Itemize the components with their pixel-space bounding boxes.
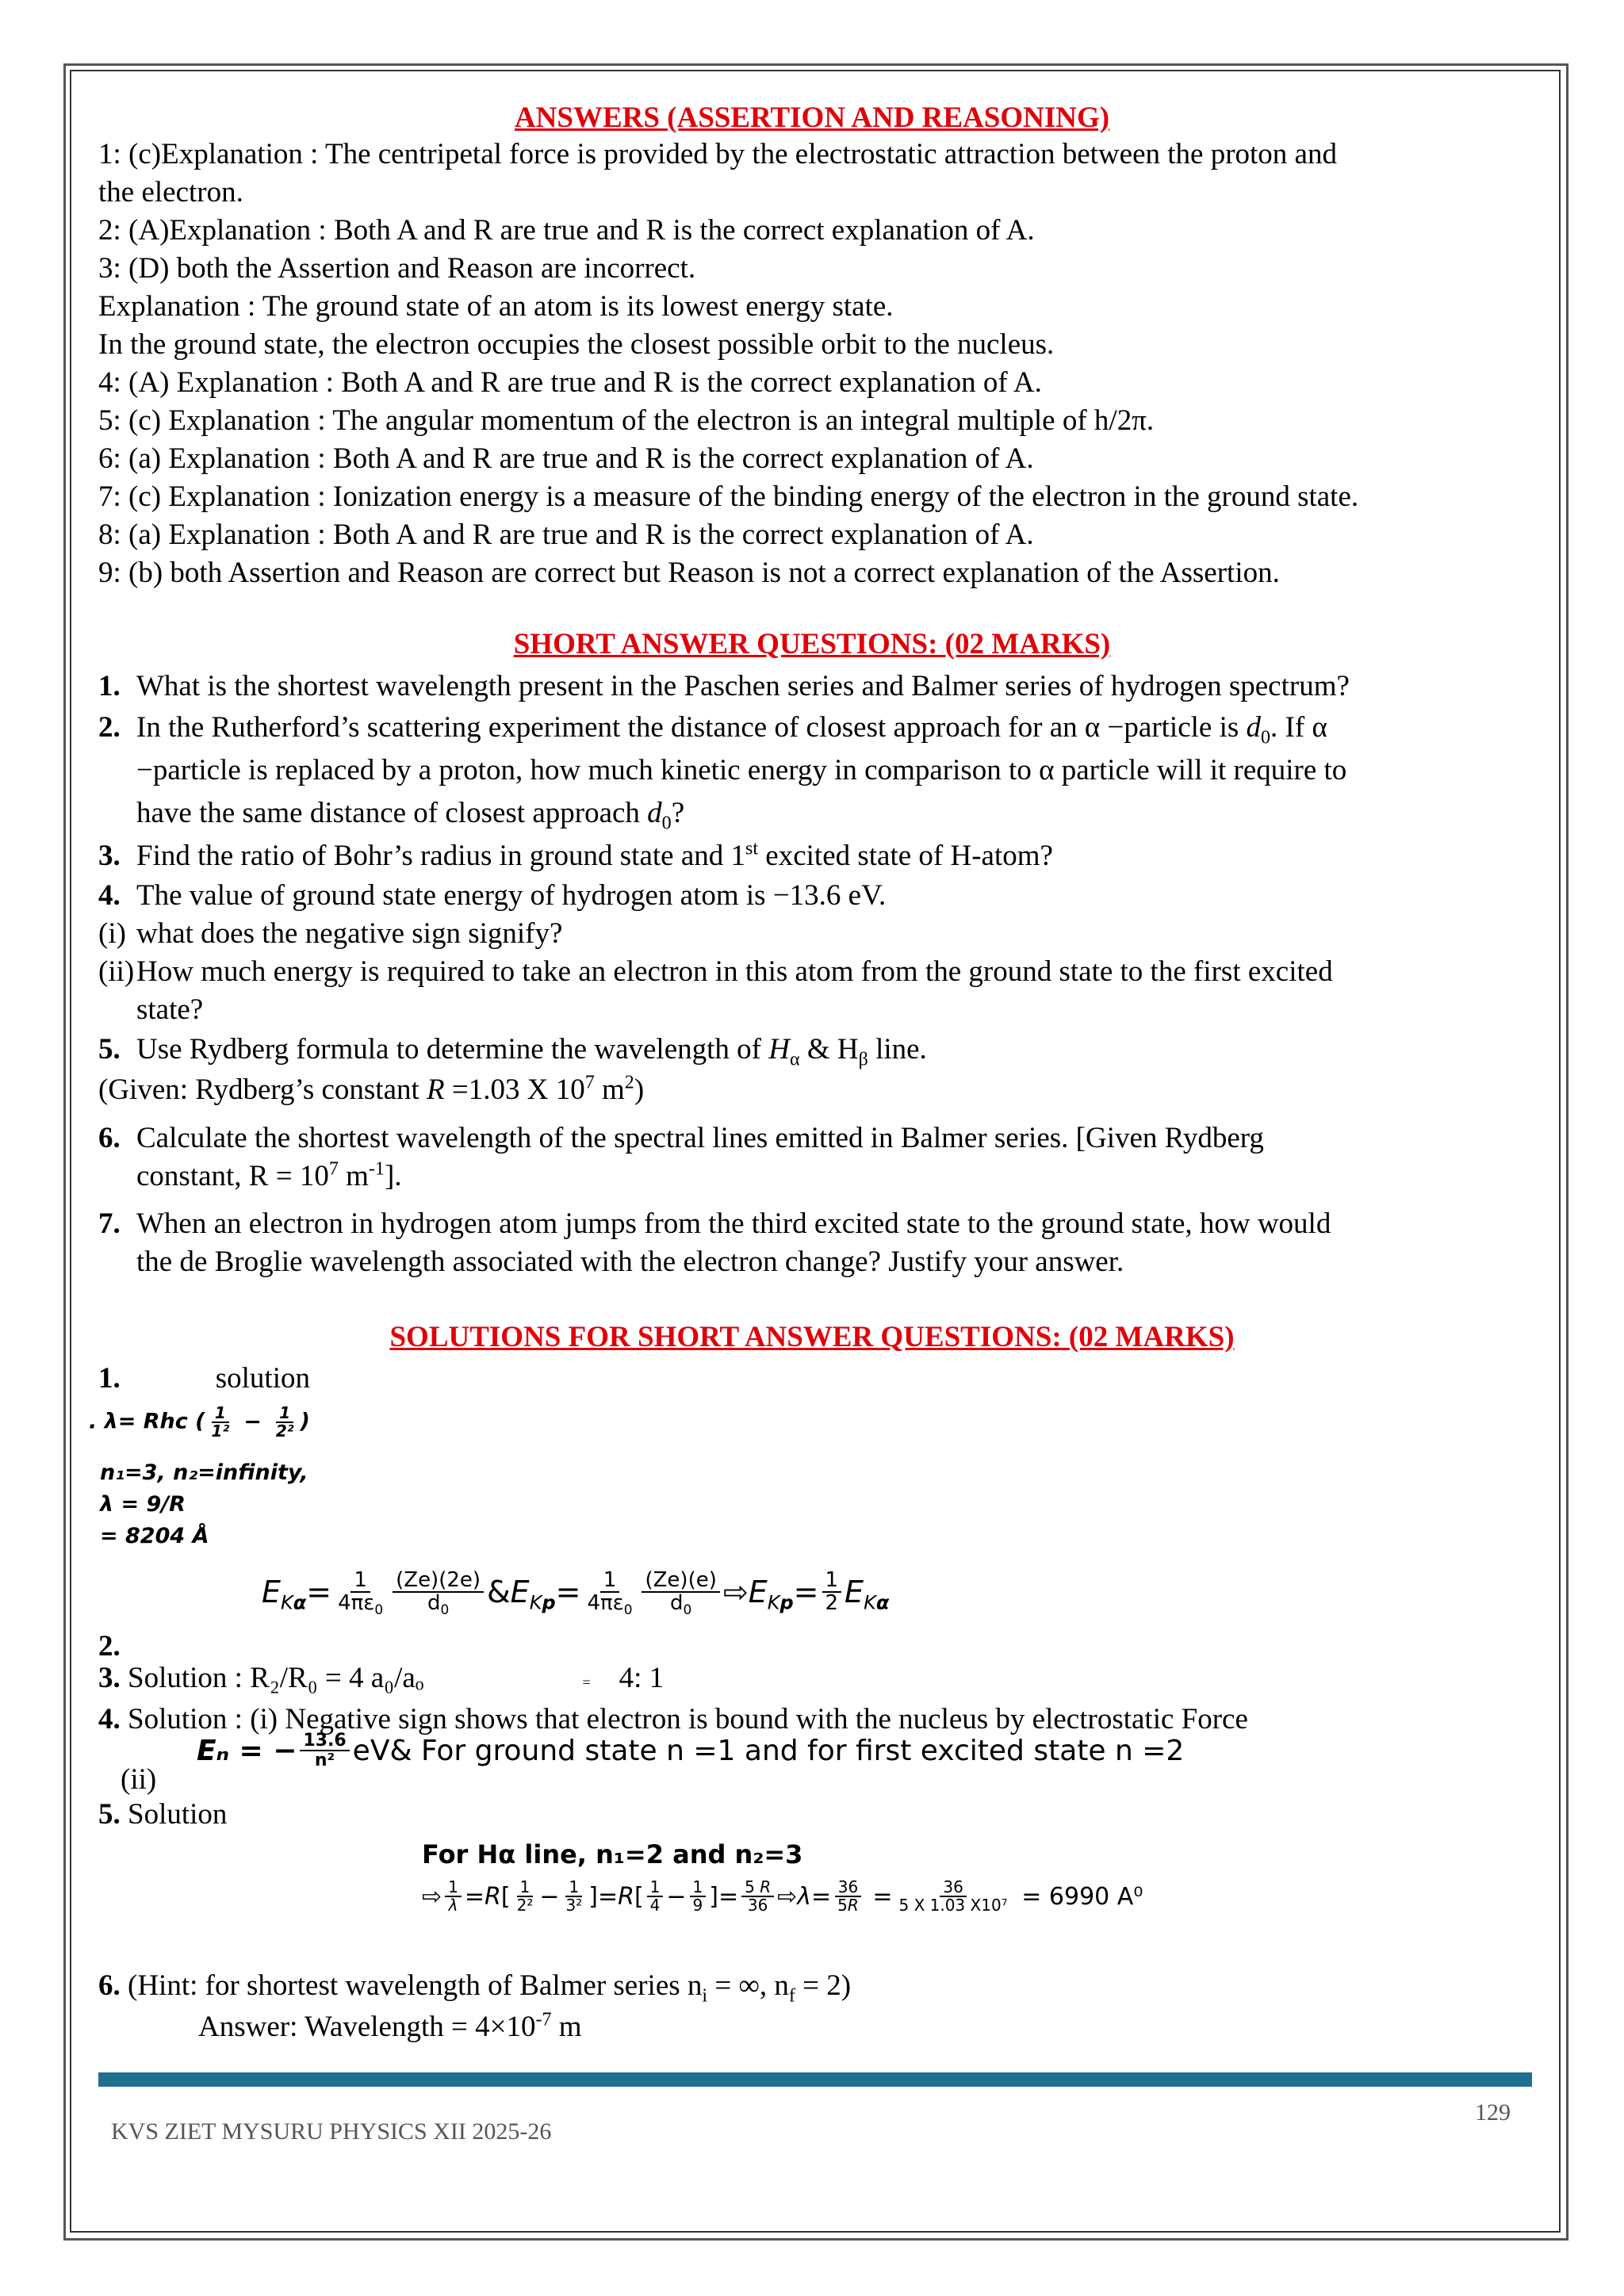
page-number: 129: [1475, 2099, 1511, 2126]
question-4-part-i: (i) what does the negative sign signify?: [98, 917, 563, 950]
solution-1-lambda: λ = 9/R: [100, 1492, 186, 1517]
footer-text: KVS ZIET MYSURU PHYSICS XII 2025-26: [111, 2118, 552, 2145]
ar-line-12: 9: (b) both Assertion and Reason are correct but Reason is not a correct explanation of the Assertion.: [98, 557, 1280, 589]
question-number: 4.: [98, 879, 121, 912]
solution-5-equation: ⇨ $\frac{1}{\lambda}$ = R [ $\frac{1}{\text{2²}}$ − $\frac{1}{\text{3²}}$ ]= R [ $\frac{1}{4}$ − $\frac{1}{9}$ ]= $\frac{5 R}{36}$ ⇨ λ = $\frac{36}{5R}$ = $\frac{36}{\text{5 X 1.03 X10⁷}}$ = 6990 A⁰: [422, 1877, 1143, 1915]
solution-3: 3. Solution : R₂/R₀ = 4 a₀/aₒ = 4: 1: [98, 1662, 665, 1694]
question-text: Use Rydberg formula to determine the wavelength of $H_\alpha$ & $H_\beta$ line.: [136, 1033, 927, 1070]
question-5-given: (Given: Rydberg’s constant R =1.03 X $10^7$ $m^2$): [98, 1072, 645, 1106]
solution-1-label: 1. solution: [98, 1362, 310, 1395]
question-text: Calculate the shortest wavelength of the spectral lines emitted in Balmer series. [Given Rydberg: [136, 1122, 1264, 1154]
ar-line-10: 7: (c) Explanation : Ionization energy is a measure of the binding energy of the electron in the ground state.: [98, 480, 1359, 513]
solution-4: 4. Solution : (i) Negative sign shows that electron is bound with the nucleus by electrostatic Force: [98, 1703, 1248, 1735]
ar-line-1: 1: (c)Explanation : The centripetal force is provided by the electrostatic attraction between the proton and: [98, 138, 1337, 170]
ar-line-11: 8: (a) Explanation : Both A and R are true and R is the correct explanation of A.: [98, 519, 1034, 551]
heading-solutions: SOLUTIONS FOR SHORT ANSWER QUESTIONS: (02 MARKS): [389, 1321, 1235, 1353]
solution-1-n-values: n₁=3, n₂=infinity,: [100, 1460, 308, 1485]
solution-2-equation: $E_{K\alpha}$ = $\frac{1}{4\pi\varepsilon_0}$ $\frac{(Ze)(2e)}{d_0}$ & $E_{Kp}$ = $\frac{1}{4\pi\varepsilon_0}$ $\frac{(Ze)(e)}{d_0}$ ⇨ $E_{Kp}$ = $\frac{1}{2}$ $E_{K\alpha}$: [262, 1568, 890, 1618]
heading-short-answer-questions: SHORT ANSWER QUESTIONS: (02 MARKS): [513, 628, 1111, 660]
question-text: In the Rutherford’s scattering experiment the distance of closest approach for an α −particle is $d_0$. If α: [136, 711, 1327, 748]
solution-6-answer: Answer: Wavelength = $4\times 10^{-7}$ m: [198, 2009, 582, 2043]
question-2: [98, 707, 1518, 748]
ar-line-3: 2: (A)Explanation : Both A and R are true and R is the correct explanation of A.: [98, 214, 1035, 247]
question-7: [98, 1203, 1518, 1245]
question-4: [98, 875, 1518, 916]
solution-5: 5. Solution: [98, 1798, 228, 1831]
ar-line-2: the electron.: [98, 176, 243, 209]
question-4-part-ii: (ii) How much energy is required to take an electron in this atom from the ground state to the first excited: [98, 955, 1333, 988]
ar-line-9: 6: (a) Explanation : Both A and R are true and R is the correct explanation of A.: [98, 442, 1034, 475]
question-6: [98, 1118, 1518, 1159]
question-3: [98, 836, 1518, 877]
ar-line-4: 3: (D) both the Assertion and Reason are incorrect.: [98, 252, 696, 285]
question-text: When an electron in hydrogen atom jumps from the third excited state to the ground state, how would: [136, 1207, 1331, 1240]
question-5: [98, 1029, 1518, 1070]
question-number: 2.: [98, 711, 121, 744]
question-number: 6.: [98, 1122, 121, 1154]
question-1: [98, 666, 1518, 707]
question-number: 3.: [98, 840, 121, 872]
heading-assertion-reasoning: ANSWERS (ASSERTION AND REASONING): [514, 101, 1110, 134]
question-text: Find the ratio of Bohr’s radius in ground state and 1st excited state of H-atom?: [136, 838, 1053, 872]
question-text: What is the shortest wavelength present in the Paschen series and Balmer series of hydrogen spectrum?: [136, 670, 1350, 702]
solution-4-part-ii-label: (ii): [121, 1763, 157, 1796]
ar-line-7: 4: (A) Explanation : Both A and R are true and R is the correct explanation of A.: [98, 366, 1042, 399]
ar-line-5: Explanation : The ground state of an atom is its lowest energy state.: [98, 290, 894, 323]
solution-2-number: 2.: [98, 1630, 121, 1663]
footer-bar: [98, 2072, 1532, 2087]
solution-4-part-ii-equation: Eₙ = − $\frac{13.6}{\text{n²}}$ eV& For ground state n =1 and for first excited state n =2: [197, 1731, 1185, 1771]
ar-line-8: 5: (c) Explanation : The angular momentum of the electron is an integral multiple of h/2π.: [98, 404, 1155, 437]
question-number: 7.: [98, 1207, 121, 1240]
solution-1-equation: . λ= Rhc ( $\frac{1}{\text{1²}}$ − $\frac{1}{\text{2²}}$ ): [89, 1403, 310, 1441]
ar-line-6: In the ground state, the electron occupies the closest possible orbit to the nucleus.: [98, 328, 1055, 361]
question-number: 1.: [98, 670, 121, 702]
solution-1-result: = 8204 Å: [100, 1524, 209, 1548]
solution-5-line-1: For Hα line, n₁=2 and n₂=3: [422, 1839, 803, 1869]
question-text: The value of ground state energy of hydrogen atom is −13.6 eV.: [136, 879, 887, 912]
question-number: 5.: [98, 1033, 121, 1066]
solution-6: 6. (Hint: for shortest wavelength of Balmer series $n_i$ = ∞, $n_f = 2$): [98, 1969, 852, 2007]
